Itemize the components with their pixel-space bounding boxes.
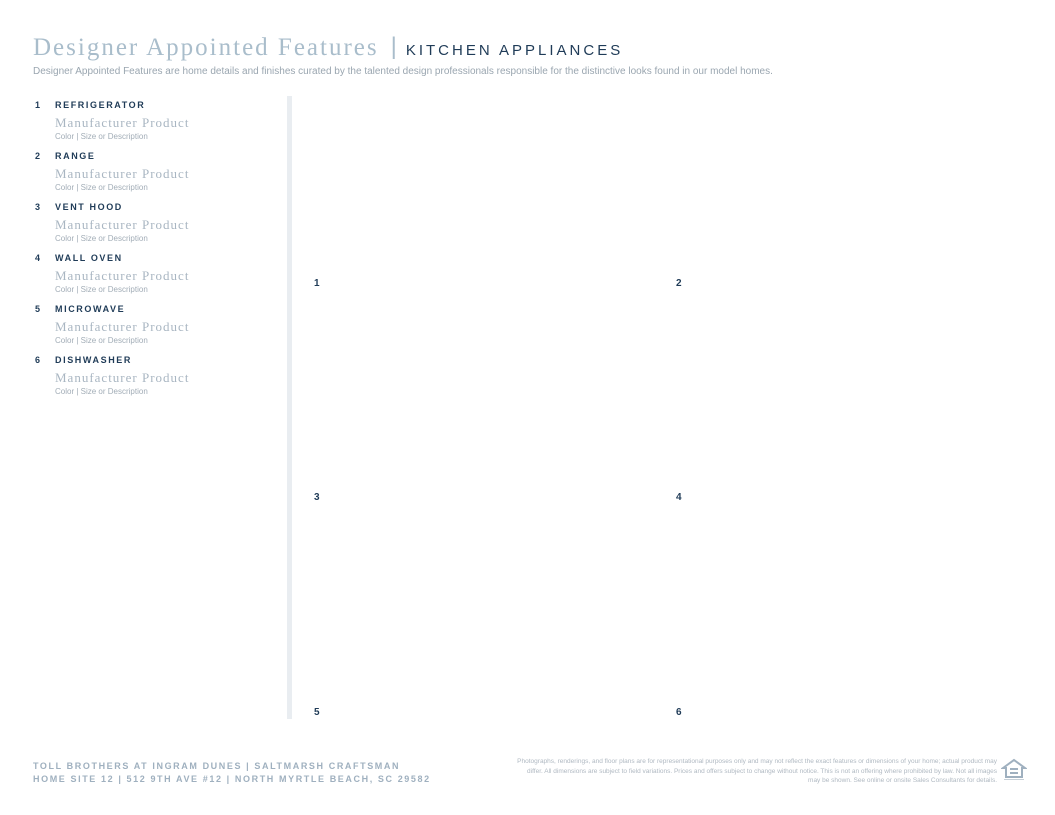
feature-product: Manufacturer Product <box>55 217 190 232</box>
feature-product: Manufacturer Product <box>55 166 190 181</box>
feature-number: 1 <box>35 100 42 110</box>
feature-name: MICROWAVE <box>55 304 126 314</box>
feature-detail: Color | Size or Description <box>55 183 148 192</box>
intro-text: Designer Appointed Features are home details and finishes curated by the talented design professionals responsible for the distinctive looks found in our model homes. <box>33 66 773 77</box>
feature-name: VENT HOOD <box>55 202 123 212</box>
feature-name: REFRIGERATOR <box>55 100 146 110</box>
feature-name: WALL OVEN <box>55 253 123 263</box>
page-header <box>33 34 1033 77</box>
feature-number: 4 <box>35 253 42 263</box>
feature-name: DISHWASHER <box>55 355 133 365</box>
feature-detail: Color | Size or Description <box>55 336 148 345</box>
feature-item <box>35 304 275 355</box>
column-divider <box>287 96 292 719</box>
feature-name: RANGE <box>55 151 96 161</box>
title-row <box>33 34 1033 62</box>
feature-number: 5 <box>35 304 42 314</box>
footer-homesite: HOME SITE 12 | 512 9TH AVE #12 | NORTH MYRTLE BEACH, SC 29582 <box>33 774 431 784</box>
image-slot-number: 2 <box>676 278 682 289</box>
feature-detail: Color | Size or Description <box>55 387 148 396</box>
footer-community: TOLL BROTHERS AT INGRAM DUNES | SALTMARSH CRAFTSMAN <box>33 761 401 771</box>
feature-item <box>35 253 275 304</box>
feature-number: 2 <box>35 151 42 161</box>
equal-housing-opportunity-icon <box>1001 758 1027 782</box>
feature-detail: Color | Size or Description <box>55 234 148 243</box>
feature-item <box>35 151 275 202</box>
footer-address <box>33 760 431 786</box>
image-slot-number: 6 <box>676 707 682 718</box>
feature-detail: Color | Size or Description <box>55 132 148 141</box>
page-subtitle: KITCHEN APPLIANCES <box>405 42 624 59</box>
image-slot-number: 3 <box>314 492 320 503</box>
image-slot-number: 4 <box>676 492 682 503</box>
feature-item <box>35 202 275 253</box>
image-slot-number: 1 <box>314 278 320 289</box>
feature-product: Manufacturer Product <box>55 319 190 334</box>
page-title: Designer Appointed Features <box>33 34 379 61</box>
feature-product: Manufacturer Product <box>55 370 190 385</box>
feature-number: 6 <box>35 355 42 365</box>
feature-product: Manufacturer Product <box>55 268 190 283</box>
feature-item <box>35 355 275 406</box>
feature-detail: Color | Size or Description <box>55 285 148 294</box>
footer-disclaimer: Photographs, renderings, and floor plans are for representational purposes only and may not reflect the exact features or dimensions of your home; actual product may differ. All dimensions are subject to field variations. Prices and offers subject to change without notice. This is not an offering where prohibited by law. Not all images may be shown. See online or onsite Sales Consultants for details. <box>517 758 997 784</box>
image-slot-number: 5 <box>314 707 320 718</box>
feature-list <box>35 100 275 406</box>
title-separator: | <box>390 33 397 60</box>
feature-product: Manufacturer Product <box>55 115 190 130</box>
feature-number: 3 <box>35 202 42 212</box>
feature-item <box>35 100 275 151</box>
